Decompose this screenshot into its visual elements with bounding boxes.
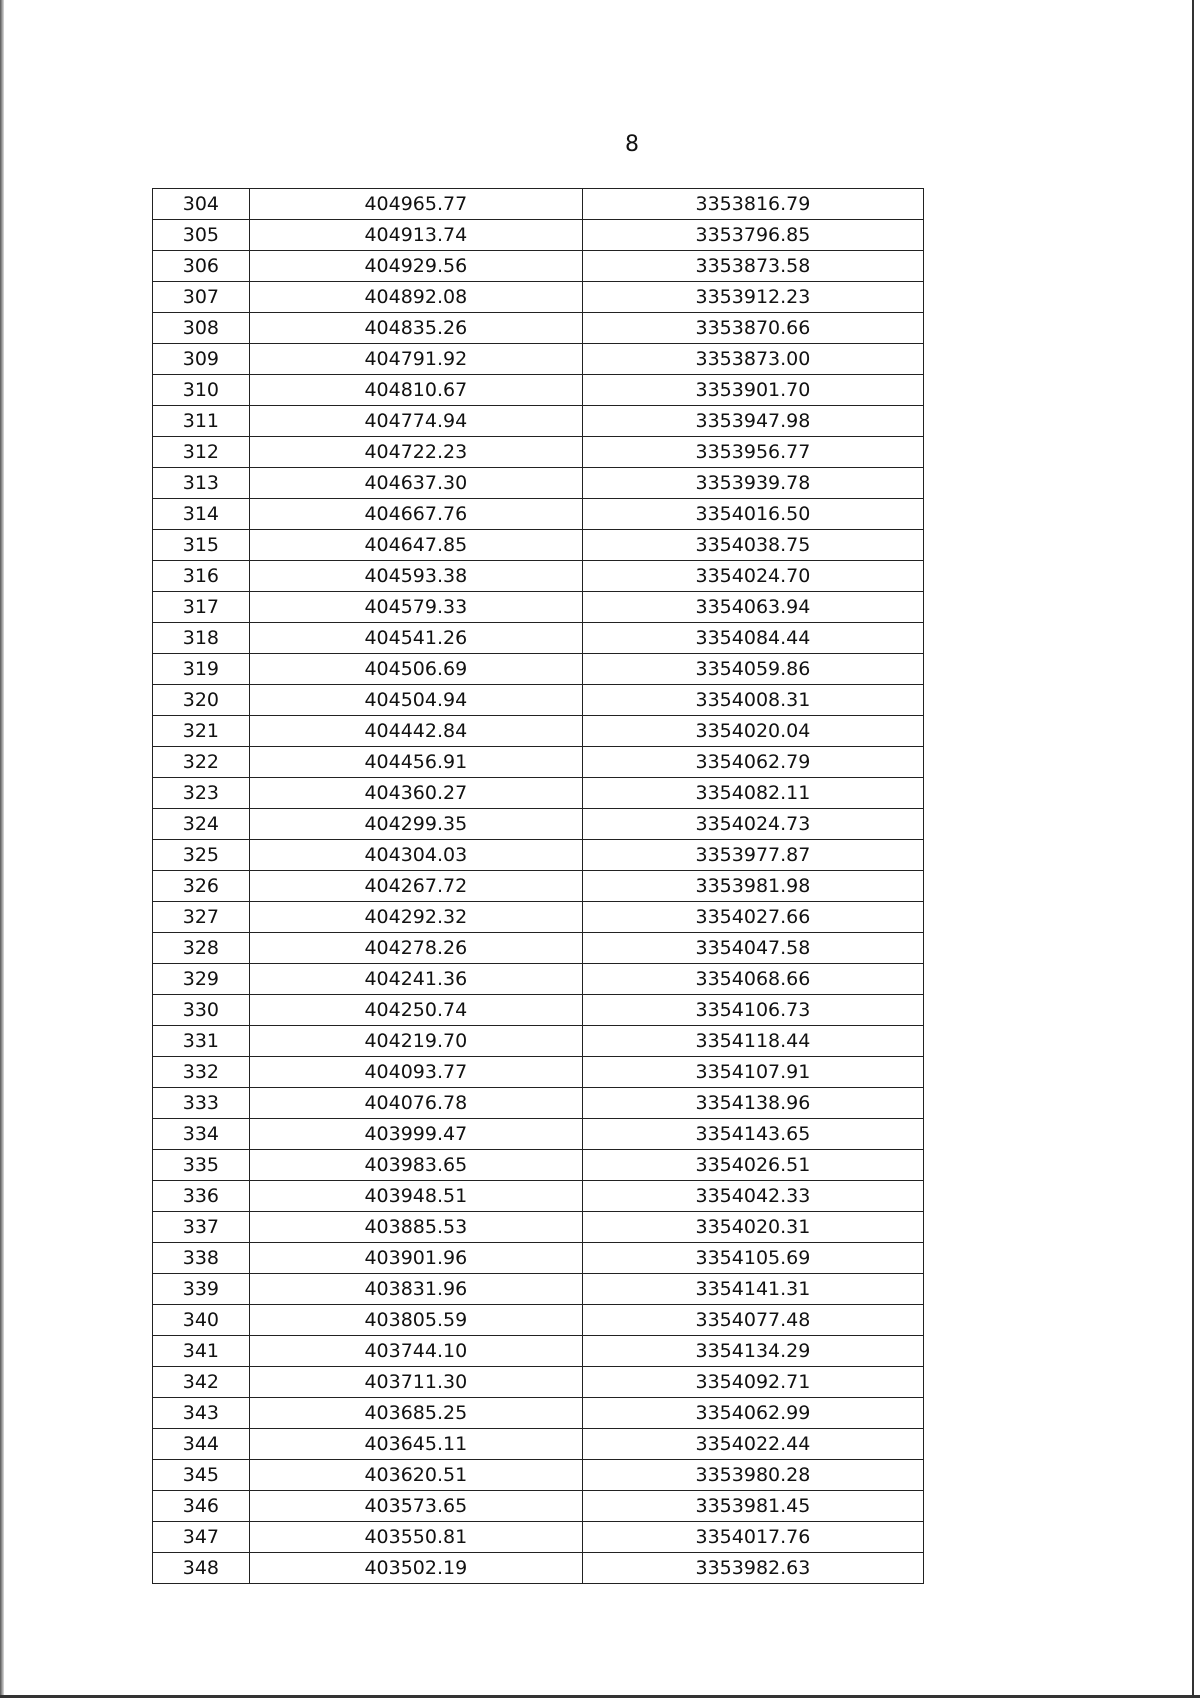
table-row <box>153 995 924 1026</box>
x-coordinate-cell: 403550.81 <box>249 1522 582 1553</box>
x-coordinate-cell: 404593.38 <box>249 561 582 592</box>
x-coordinate-cell: 403645.11 <box>249 1429 582 1460</box>
table-row <box>153 840 924 871</box>
table-row <box>153 778 924 809</box>
x-coordinate-cell: 403744.10 <box>249 1336 582 1367</box>
point-number-cell: 344 <box>153 1429 250 1460</box>
y-coordinate-cell: 3353816.79 <box>582 189 923 220</box>
point-number-cell: 338 <box>153 1243 250 1274</box>
point-number-cell: 347 <box>153 1522 250 1553</box>
x-coordinate-cell: 404456.91 <box>249 747 582 778</box>
y-coordinate-cell: 3353873.00 <box>582 344 923 375</box>
point-number-cell: 327 <box>153 902 250 933</box>
x-coordinate-cell: 403805.59 <box>249 1305 582 1336</box>
y-coordinate-cell: 3354062.79 <box>582 747 923 778</box>
y-coordinate-cell: 3354022.44 <box>582 1429 923 1460</box>
table-row <box>153 1553 924 1584</box>
x-coordinate-cell: 404791.92 <box>249 344 582 375</box>
point-number-cell: 318 <box>153 623 250 654</box>
table-row <box>153 902 924 933</box>
x-coordinate-cell: 404219.70 <box>249 1026 582 1057</box>
x-coordinate-cell: 404504.94 <box>249 685 582 716</box>
point-number-cell: 343 <box>153 1398 250 1429</box>
table-row <box>153 1429 924 1460</box>
point-number-cell: 346 <box>153 1491 250 1522</box>
x-coordinate-cell: 404722.23 <box>249 437 582 468</box>
y-coordinate-cell: 3353912.23 <box>582 282 923 313</box>
point-number-cell: 314 <box>153 499 250 530</box>
x-coordinate-cell: 403948.51 <box>249 1181 582 1212</box>
table-row <box>153 437 924 468</box>
y-coordinate-cell: 3354118.44 <box>582 1026 923 1057</box>
table-row <box>153 1460 924 1491</box>
y-coordinate-cell: 3353873.58 <box>582 251 923 282</box>
point-number-cell: 340 <box>153 1305 250 1336</box>
point-number-cell: 331 <box>153 1026 250 1057</box>
y-coordinate-cell: 3354038.75 <box>582 530 923 561</box>
table-row <box>153 1057 924 1088</box>
table-row <box>153 251 924 282</box>
point-number-cell: 339 <box>153 1274 250 1305</box>
table-row <box>153 1026 924 1057</box>
point-number-cell: 329 <box>153 964 250 995</box>
table-row <box>153 1181 924 1212</box>
x-coordinate-cell: 404965.77 <box>249 189 582 220</box>
x-coordinate-cell: 403502.19 <box>249 1553 582 1584</box>
table-row <box>153 1243 924 1274</box>
point-number-cell: 310 <box>153 375 250 406</box>
table-row <box>153 561 924 592</box>
point-number-cell: 319 <box>153 654 250 685</box>
y-coordinate-cell: 3353980.28 <box>582 1460 923 1491</box>
table-row <box>153 375 924 406</box>
x-coordinate-cell: 404774.94 <box>249 406 582 437</box>
x-coordinate-cell: 403711.30 <box>249 1367 582 1398</box>
table-row <box>153 685 924 716</box>
y-coordinate-cell: 3354106.73 <box>582 995 923 1026</box>
y-coordinate-cell: 3354082.11 <box>582 778 923 809</box>
table-row <box>153 1305 924 1336</box>
x-coordinate-cell: 404093.77 <box>249 1057 582 1088</box>
x-coordinate-cell: 404299.35 <box>249 809 582 840</box>
point-number-cell: 328 <box>153 933 250 964</box>
point-number-cell: 309 <box>153 344 250 375</box>
y-coordinate-cell: 3353981.98 <box>582 871 923 902</box>
point-number-cell: 317 <box>153 592 250 623</box>
y-coordinate-cell: 3353947.98 <box>582 406 923 437</box>
x-coordinate-cell: 404076.78 <box>249 1088 582 1119</box>
point-number-cell: 321 <box>153 716 250 747</box>
table-row <box>153 468 924 499</box>
table-row <box>153 933 924 964</box>
point-number-cell: 322 <box>153 747 250 778</box>
point-number-cell: 315 <box>153 530 250 561</box>
table-row <box>153 406 924 437</box>
x-coordinate-cell: 403831.96 <box>249 1274 582 1305</box>
x-coordinate-cell: 404892.08 <box>249 282 582 313</box>
y-coordinate-cell: 3354063.94 <box>582 592 923 623</box>
table-row <box>153 1088 924 1119</box>
point-number-cell: 341 <box>153 1336 250 1367</box>
table-row <box>153 1274 924 1305</box>
x-coordinate-cell: 403573.65 <box>249 1491 582 1522</box>
y-coordinate-cell: 3354143.65 <box>582 1119 923 1150</box>
table-row <box>153 623 924 654</box>
x-coordinate-cell: 404637.30 <box>249 468 582 499</box>
x-coordinate-cell: 403983.65 <box>249 1150 582 1181</box>
x-coordinate-cell: 404292.32 <box>249 902 582 933</box>
y-coordinate-cell: 3354027.66 <box>582 902 923 933</box>
point-number-cell: 337 <box>153 1212 250 1243</box>
y-coordinate-cell: 3354134.29 <box>582 1336 923 1367</box>
table-row <box>153 1398 924 1429</box>
y-coordinate-cell: 3354026.51 <box>582 1150 923 1181</box>
point-number-cell: 316 <box>153 561 250 592</box>
table-row <box>153 654 924 685</box>
page-number: 8 <box>625 132 639 157</box>
x-coordinate-cell: 403999.47 <box>249 1119 582 1150</box>
x-coordinate-cell: 403620.51 <box>249 1460 582 1491</box>
table-row <box>153 530 924 561</box>
x-coordinate-cell: 404506.69 <box>249 654 582 685</box>
point-number-cell: 320 <box>153 685 250 716</box>
x-coordinate-cell: 404835.26 <box>249 313 582 344</box>
x-coordinate-cell: 403885.53 <box>249 1212 582 1243</box>
y-coordinate-cell: 3354059.86 <box>582 654 923 685</box>
x-coordinate-cell: 404267.72 <box>249 871 582 902</box>
table-row <box>153 1491 924 1522</box>
point-number-cell: 325 <box>153 840 250 871</box>
point-number-cell: 342 <box>153 1367 250 1398</box>
y-coordinate-cell: 3353982.63 <box>582 1553 923 1584</box>
y-coordinate-cell: 3353870.66 <box>582 313 923 344</box>
y-coordinate-cell: 3354107.91 <box>582 1057 923 1088</box>
point-number-cell: 324 <box>153 809 250 840</box>
y-coordinate-cell: 3354024.70 <box>582 561 923 592</box>
y-coordinate-cell: 3354077.48 <box>582 1305 923 1336</box>
table-row <box>153 1367 924 1398</box>
y-coordinate-cell: 3354016.50 <box>582 499 923 530</box>
y-coordinate-cell: 3353956.77 <box>582 437 923 468</box>
x-coordinate-cell: 404278.26 <box>249 933 582 964</box>
y-coordinate-cell: 3353901.70 <box>582 375 923 406</box>
table-row <box>153 809 924 840</box>
y-coordinate-cell: 3354068.66 <box>582 964 923 995</box>
point-number-cell: 345 <box>153 1460 250 1491</box>
y-coordinate-cell: 3353981.45 <box>582 1491 923 1522</box>
y-coordinate-cell: 3354020.04 <box>582 716 923 747</box>
x-coordinate-cell: 404929.56 <box>249 251 582 282</box>
y-coordinate-cell: 3354105.69 <box>582 1243 923 1274</box>
point-number-cell: 307 <box>153 282 250 313</box>
x-coordinate-cell: 403685.25 <box>249 1398 582 1429</box>
y-coordinate-cell: 3354138.96 <box>582 1088 923 1119</box>
table-row <box>153 1522 924 1553</box>
point-number-cell: 332 <box>153 1057 250 1088</box>
coordinates-table <box>152 188 924 1584</box>
x-coordinate-cell: 404241.36 <box>249 964 582 995</box>
y-coordinate-cell: 3354008.31 <box>582 685 923 716</box>
y-coordinate-cell: 3354047.58 <box>582 933 923 964</box>
y-coordinate-cell: 3354017.76 <box>582 1522 923 1553</box>
point-number-cell: 323 <box>153 778 250 809</box>
table-row <box>153 1150 924 1181</box>
y-coordinate-cell: 3354084.44 <box>582 623 923 654</box>
table-row <box>153 716 924 747</box>
y-coordinate-cell: 3354141.31 <box>582 1274 923 1305</box>
point-number-cell: 312 <box>153 437 250 468</box>
table-row <box>153 592 924 623</box>
y-coordinate-cell: 3354092.71 <box>582 1367 923 1398</box>
y-coordinate-cell: 3354020.31 <box>582 1212 923 1243</box>
point-number-cell: 304 <box>153 189 250 220</box>
table-row <box>153 313 924 344</box>
x-coordinate-cell: 404541.26 <box>249 623 582 654</box>
table-row <box>153 871 924 902</box>
y-coordinate-cell: 3353796.85 <box>582 220 923 251</box>
table-row <box>153 282 924 313</box>
y-coordinate-cell: 3354042.33 <box>582 1181 923 1212</box>
table-row <box>153 964 924 995</box>
table-row <box>153 1119 924 1150</box>
x-coordinate-cell: 404647.85 <box>249 530 582 561</box>
point-number-cell: 305 <box>153 220 250 251</box>
table-row <box>153 1212 924 1243</box>
y-coordinate-cell: 3353977.87 <box>582 840 923 871</box>
x-coordinate-cell: 404579.33 <box>249 592 582 623</box>
table-row <box>153 499 924 530</box>
point-number-cell: 334 <box>153 1119 250 1150</box>
x-coordinate-cell: 404360.27 <box>249 778 582 809</box>
y-coordinate-cell: 3354024.73 <box>582 809 923 840</box>
point-number-cell: 335 <box>153 1150 250 1181</box>
scan-edge-left <box>0 0 4 1698</box>
scan-edge-right <box>1192 0 1194 1698</box>
table-row <box>153 220 924 251</box>
point-number-cell: 311 <box>153 406 250 437</box>
x-coordinate-cell: 404442.84 <box>249 716 582 747</box>
point-number-cell: 336 <box>153 1181 250 1212</box>
x-coordinate-cell: 404913.74 <box>249 220 582 251</box>
point-number-cell: 313 <box>153 468 250 499</box>
table-row <box>153 747 924 778</box>
point-number-cell: 348 <box>153 1553 250 1584</box>
point-number-cell: 330 <box>153 995 250 1026</box>
x-coordinate-cell: 404810.67 <box>249 375 582 406</box>
table-row <box>153 344 924 375</box>
point-number-cell: 326 <box>153 871 250 902</box>
x-coordinate-cell: 404667.76 <box>249 499 582 530</box>
point-number-cell: 333 <box>153 1088 250 1119</box>
y-coordinate-cell: 3354062.99 <box>582 1398 923 1429</box>
table-row <box>153 189 924 220</box>
x-coordinate-cell: 404304.03 <box>249 840 582 871</box>
point-number-cell: 306 <box>153 251 250 282</box>
coordinates-table-body <box>153 189 924 1584</box>
table-row <box>153 1336 924 1367</box>
x-coordinate-cell: 404250.74 <box>249 995 582 1026</box>
x-coordinate-cell: 403901.96 <box>249 1243 582 1274</box>
point-number-cell: 308 <box>153 313 250 344</box>
y-coordinate-cell: 3353939.78 <box>582 468 923 499</box>
